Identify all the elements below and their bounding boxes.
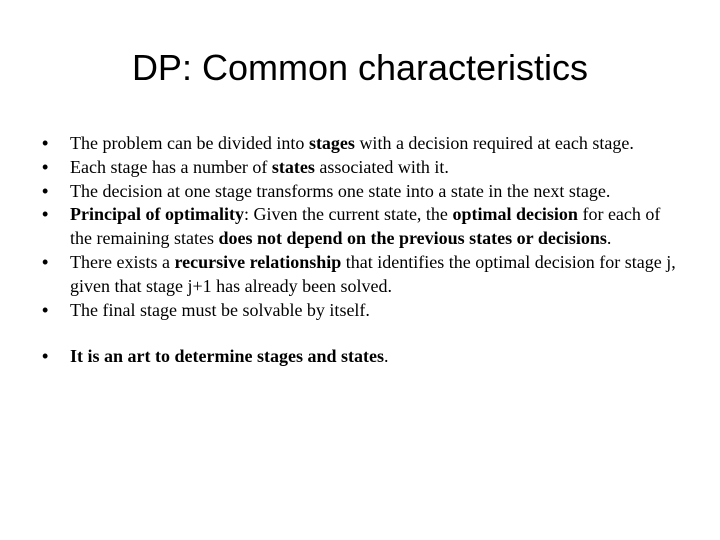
bullet-text: Each stage has a number of states associated with it. xyxy=(70,156,449,177)
bullet-item-optimality xyxy=(42,203,682,251)
bullet-item-states xyxy=(42,156,682,180)
bullet-dot-icon: • xyxy=(42,156,49,177)
bullet-text: Principal of optimality: Given the current state, the optimal decision for each of the remaining states does not depend on the previous states or decisions. xyxy=(70,204,661,249)
bullet-list xyxy=(42,132,682,369)
slide-title: DP: Common characteristics xyxy=(131,47,589,88)
bullet-text: The problem can be divided into stages with a decision required at each stage. xyxy=(70,133,634,153)
bullet-dot-icon: • xyxy=(42,299,49,320)
bullet-dot-icon: • xyxy=(42,204,49,225)
bullet-text: It is an art to determine stages and states. xyxy=(70,346,389,367)
bullet-item-final-stage xyxy=(42,299,682,323)
bullet-item-art xyxy=(42,345,682,369)
bullet-dot-icon: • xyxy=(42,346,49,367)
bullet-item-transform xyxy=(42,180,682,204)
bullet-item-recursive xyxy=(42,251,682,299)
bullet-dot-icon: • xyxy=(42,133,49,153)
bullet-dot-icon: • xyxy=(42,180,49,201)
bullet-text: There exists a recursive relationship that identifies the optimal decision for stage j, given that stage j+1 has already been solved. xyxy=(70,251,676,296)
bullet-item-stages xyxy=(42,132,682,156)
bullet-text: The final stage must be solvable by itself. xyxy=(70,299,370,320)
bullet-dot-icon: • xyxy=(42,251,49,272)
bullet-text: The decision at one stage transforms one state into a state in the next stage. xyxy=(70,180,611,201)
